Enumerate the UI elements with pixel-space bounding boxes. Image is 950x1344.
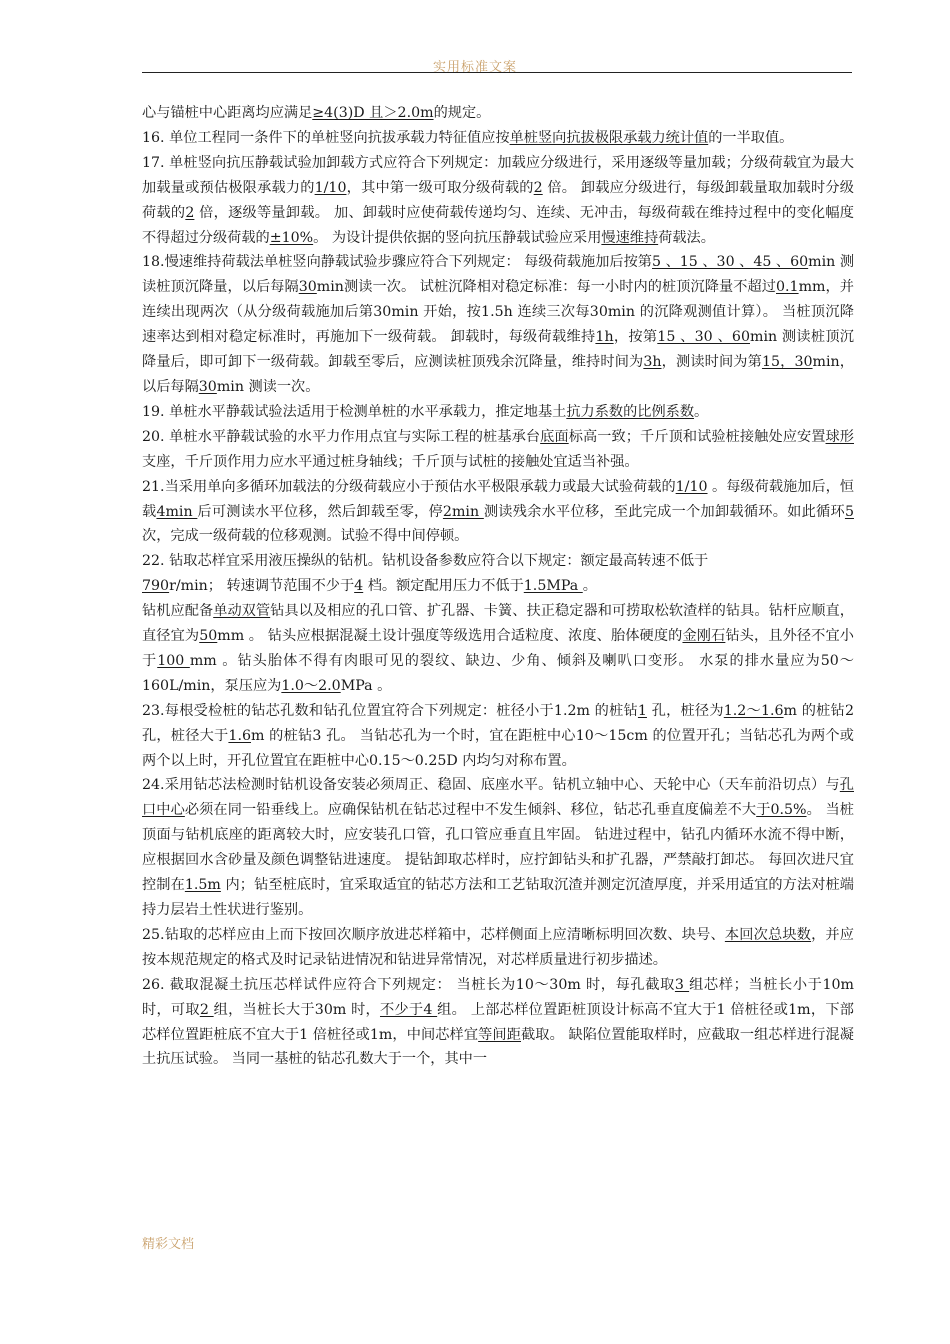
text-run: 。 xyxy=(582,578,597,595)
underlined-term: 1 xyxy=(637,702,647,719)
text-run: 18.慢速维持荷载法单桩竖向静载试验步骤应符合下列规定： 每级荷载施加后按第 xyxy=(142,254,653,271)
document-body xyxy=(142,101,854,1072)
text-run: min 测读一次。 xyxy=(216,378,320,395)
text-run: 。 为设计提供依据的竖向抗压静载试验应采用 xyxy=(313,229,602,246)
underlined-term: 1.5MPa xyxy=(523,578,583,595)
underlined-term: 本回次总块数 xyxy=(724,926,812,943)
underlined-term: 球形 xyxy=(825,428,854,445)
text-run: 组。 上部芯样位置距桩顶设计标高不宜大于1 倍桩径或1m，下部芯样位置距桩底不宜大于1 倍桩径或1m，中间芯样宜 xyxy=(142,1001,854,1043)
text-run: 测读残余水平位移，至此完成一个加卸载循环。如此循环 xyxy=(483,503,845,520)
text-run: 截取。 缺陷位置能取样时，应截取一组芯样进行混凝土抗压试验。 当同一基桩的钻芯孔数大于一个，其中一 xyxy=(142,1026,854,1068)
text-run: mm，并连续出现两次（从分级荷载施加后第30min 开始，按1.5h 连续三次每30min 的沉降观测值计算）。 当桩顶沉降速率达到相对稳定标准时，再施加下一级荷载。 卸载时，每级荷载维持 xyxy=(142,279,854,346)
underlined-term: 3h xyxy=(643,354,662,371)
text-run: 次，完成一级荷载的位移观测。试验不得中间停顿。 xyxy=(142,528,469,545)
text-run: 档。额定配用压力不低于 xyxy=(363,578,524,595)
underlined-term: 15，30 xyxy=(761,354,813,371)
text-run: 孔，桩径为 xyxy=(646,702,724,719)
text-run: 标高一致；千斤顶和试验桩接触处应安置 xyxy=(568,428,826,445)
paragraph xyxy=(142,973,854,1073)
text-run: 17. 单桩竖向抗压静载试验加卸载方式应符合下列规定：加载应分级进行，采用逐级等量加载；分级荷载宜为最大加载量或预估极限承载力的 xyxy=(142,154,854,196)
underlined-term: ±10% xyxy=(269,229,314,246)
paragraph xyxy=(142,475,854,550)
text-run: 组，当桩长大于30m 时， xyxy=(213,1001,380,1018)
underlined-term: 100 xyxy=(157,652,190,669)
paragraph xyxy=(142,250,854,399)
text-run: 组芯样；当桩长小于10m时，可取 xyxy=(142,976,855,1018)
text-run: r/min； 转速调节范围不少于 xyxy=(169,578,355,595)
text-run: 23.每根受检桩的钻芯孔数和钻孔位置宜符合下列规定：桩径小于1.2m 的桩钻 xyxy=(142,702,638,719)
paragraph xyxy=(142,549,854,599)
underlined-term: 5 xyxy=(844,503,854,520)
text-run: 16. 单位工程同一条件下的单桩竖向抗拔承载力特征值应按 xyxy=(142,129,510,146)
paragraph xyxy=(142,425,854,475)
text-run: min 测读桩顶沉降量后，即可卸下一级荷载。卸载至零后，应测读桩顶残余沉降量，维持时间为 xyxy=(142,329,854,371)
text-run: mm 。钻头胎体不得有肉眼可见的裂纹、缺边、少角、倾斜及喇叭口变形。 水泵的排水量应为50～160L/min，泵压应为 xyxy=(142,652,854,694)
underlined-term: 2 xyxy=(199,1001,214,1018)
text-run: 荷载法。 xyxy=(658,229,715,246)
text-run: 支座，千斤顶作用力应水平通过桩身轴线；千斤顶与试桩的接触处宜适当补强。 xyxy=(142,453,639,470)
paragraph xyxy=(142,400,854,425)
underlined-term: 单动双管 xyxy=(213,603,271,620)
underlined-term: 孔口中心 xyxy=(142,777,854,819)
paragraph xyxy=(142,923,854,973)
text-run: 倍。 卸载应分级进行，每级卸载量取加载时分级荷载的 xyxy=(142,179,854,221)
text-run: 22. 钻取芯样宜采用液压操纵的钻机。钻机设备参数应符合以下规定：额定最高转速不低于 xyxy=(142,553,709,570)
page-header-title: 实用标准文案 xyxy=(432,60,517,75)
underlined-term: 4min xyxy=(156,503,198,520)
text-run: 19. 单桩水平静载试验法适用于检测单桩的水平承载力，推定地基土 xyxy=(142,403,567,420)
underlined-term: 50 xyxy=(199,628,218,645)
text-run: ，其中第一级可取分级荷载的 xyxy=(346,179,534,196)
text-run: 25.钻取的芯样应由上而下按回次顺序放进芯样箱中，芯样侧面上应清晰标明回次数、块号、 xyxy=(142,926,725,943)
text-run: ，测读时间为第 xyxy=(661,354,762,371)
underlined-term: 30 xyxy=(298,279,317,296)
underlined-term: 30 xyxy=(198,378,217,395)
text-run: 26. 截取混凝土抗压芯样试件应符合下列规定： 当桩长为10～30m 时，每孔截取 xyxy=(142,976,675,993)
underlined-term: 1.2～1.6 xyxy=(723,702,784,719)
paragraph xyxy=(142,126,854,151)
text-run: 。 xyxy=(694,403,709,420)
text-run: ，并应按本规范规定的格式及时记录钻进情况和钻进异常情况，对芯样质量进行初步描述。 xyxy=(142,926,854,968)
text-run: min 测读桩顶沉降量，以后每隔 xyxy=(142,254,855,296)
underlined-term: 15 、30 、60 xyxy=(657,329,750,346)
underlined-term: 2min xyxy=(442,503,484,520)
text-run: mm 。 钻头应根据混凝土设计强度等级选用合适粒度、浓度、胎体硬度的 xyxy=(217,628,683,645)
text-run: m 的桩钻3 孔。 当钻芯孔为一个时，宜在距桩中心10～15cm 的位置开孔；当钻芯孔为两个或两个以上时，开孔位置宜在距桩中心0.15～0.25D 内均匀对称布置。 xyxy=(142,727,854,769)
underlined-term: ≥4(3)D 且＞2.0m xyxy=(312,105,434,121)
text-run: 钻具以及相应的孔口管、扩孔器、卡簧、扶正稳定器和可捞取松软渣样的钻具。钻杆应顺直，直径宜为 xyxy=(142,603,854,645)
paragraph xyxy=(142,699,854,774)
header-divider xyxy=(142,72,852,73)
text-run: min测读一次。 试桩沉降相对稳定标准：每一小时内的桩顶沉降量不超过 xyxy=(316,279,776,296)
underlined-term: 3 xyxy=(674,976,690,993)
underlined-term: 1h xyxy=(595,329,614,346)
underlined-term: 慢速维持 xyxy=(601,229,659,246)
paragraph xyxy=(142,101,854,126)
underlined-term: 1/10 xyxy=(314,179,347,196)
text-run: ，按第 xyxy=(613,329,658,346)
text-run: 心与锚桩中心距离均应满足 xyxy=(142,105,313,121)
text-run: m 的桩钻2 孔，桩径大于 xyxy=(142,702,854,744)
underlined-term: 0.1 xyxy=(776,279,799,296)
paragraph xyxy=(142,773,854,922)
underlined-term: 不少于4 xyxy=(379,1001,438,1018)
underlined-term: 等间距 xyxy=(478,1026,521,1043)
underlined-term: 1.6 xyxy=(228,727,251,744)
text-run: 钻头，且外径不宜小于 xyxy=(142,628,854,669)
text-run: 的一半取值。 xyxy=(708,129,794,146)
underlined-term: 于0.5% xyxy=(756,802,807,819)
text-run: 21.当采用单向多循环加载法的分级荷载应小于预估水平极限承载力或最大试验荷载的 xyxy=(142,478,676,495)
paragraph xyxy=(142,151,854,251)
underlined-term: 5 、15 、30 、45 、60 xyxy=(652,254,809,271)
text-run: 倍，逐级等量卸载。 加、卸载时应使荷载传递均匀、连续、无冲击，每级荷载在维持过程中的变化幅度不得超过分级荷载的 xyxy=(142,204,854,246)
text-run: 20. 单桩水平静载试验的水平力作用点宜与实际工程的桩基承台 xyxy=(142,428,541,445)
page-footer: 精彩文档 xyxy=(142,1237,195,1252)
underlined-term: 1.0～2.0 xyxy=(281,677,341,694)
underlined-term: 2 xyxy=(185,204,195,221)
underlined-term: 4 xyxy=(354,578,364,595)
underlined-term: 1.5m xyxy=(184,877,221,894)
text-run: 后可测读水平位移，然后卸载至零，停 xyxy=(197,503,443,520)
text-run: min，以后每隔 xyxy=(142,354,854,395)
text-run: 必须在同一铅垂线上。应确保钻机在钻芯过程中不发生倾斜、移位，钻芯孔垂直度偏差不大 xyxy=(184,802,757,819)
text-run: 。每级荷载施加后，恒载 xyxy=(142,478,854,520)
text-run: 内；钻至桩底时，宜采取适宜的钻芯方法和工艺钻取沉渣并测定沉渣厚度，并采用适宜的方法对桩端持力层岩土性状进行鉴别。 xyxy=(142,877,854,918)
underlined-term: 抗力系数的比例系数 xyxy=(566,403,695,420)
underlined-term: 2 xyxy=(533,179,543,196)
text-run: 。 当桩顶面与钻机底座的距离较大时，应安装孔口管，孔口管应垂直且牢固。 钻进过程中，钻孔内循环水流不得中断，应根据回水含砂量及颜色调整钻进速度。 提钻卸取芯样时，应拧卸钻头和扩孔器，严禁敲打卸芯。 每回次进尺宜控制在 xyxy=(142,802,854,894)
paragraph xyxy=(142,599,854,699)
underlined-term: 1/10 xyxy=(675,478,708,495)
underlined-term: 790 xyxy=(142,578,170,595)
underlined-term: 金刚石 xyxy=(682,628,726,645)
text-run: MPa 。 xyxy=(340,677,392,694)
underlined-term: 底面 xyxy=(540,428,569,445)
text-run: 钻机应配备 xyxy=(142,603,214,620)
text-run: 24.采用钻芯法检测时钻机设备安装必须周正、稳固、底座水平。钻机立轴中心、天轮中心（天车前沿切点）与 xyxy=(142,777,840,794)
underlined-term: 单桩竖向抗拔极限承载力统计值 xyxy=(509,129,709,146)
text-run: 的规定。 xyxy=(433,105,491,121)
